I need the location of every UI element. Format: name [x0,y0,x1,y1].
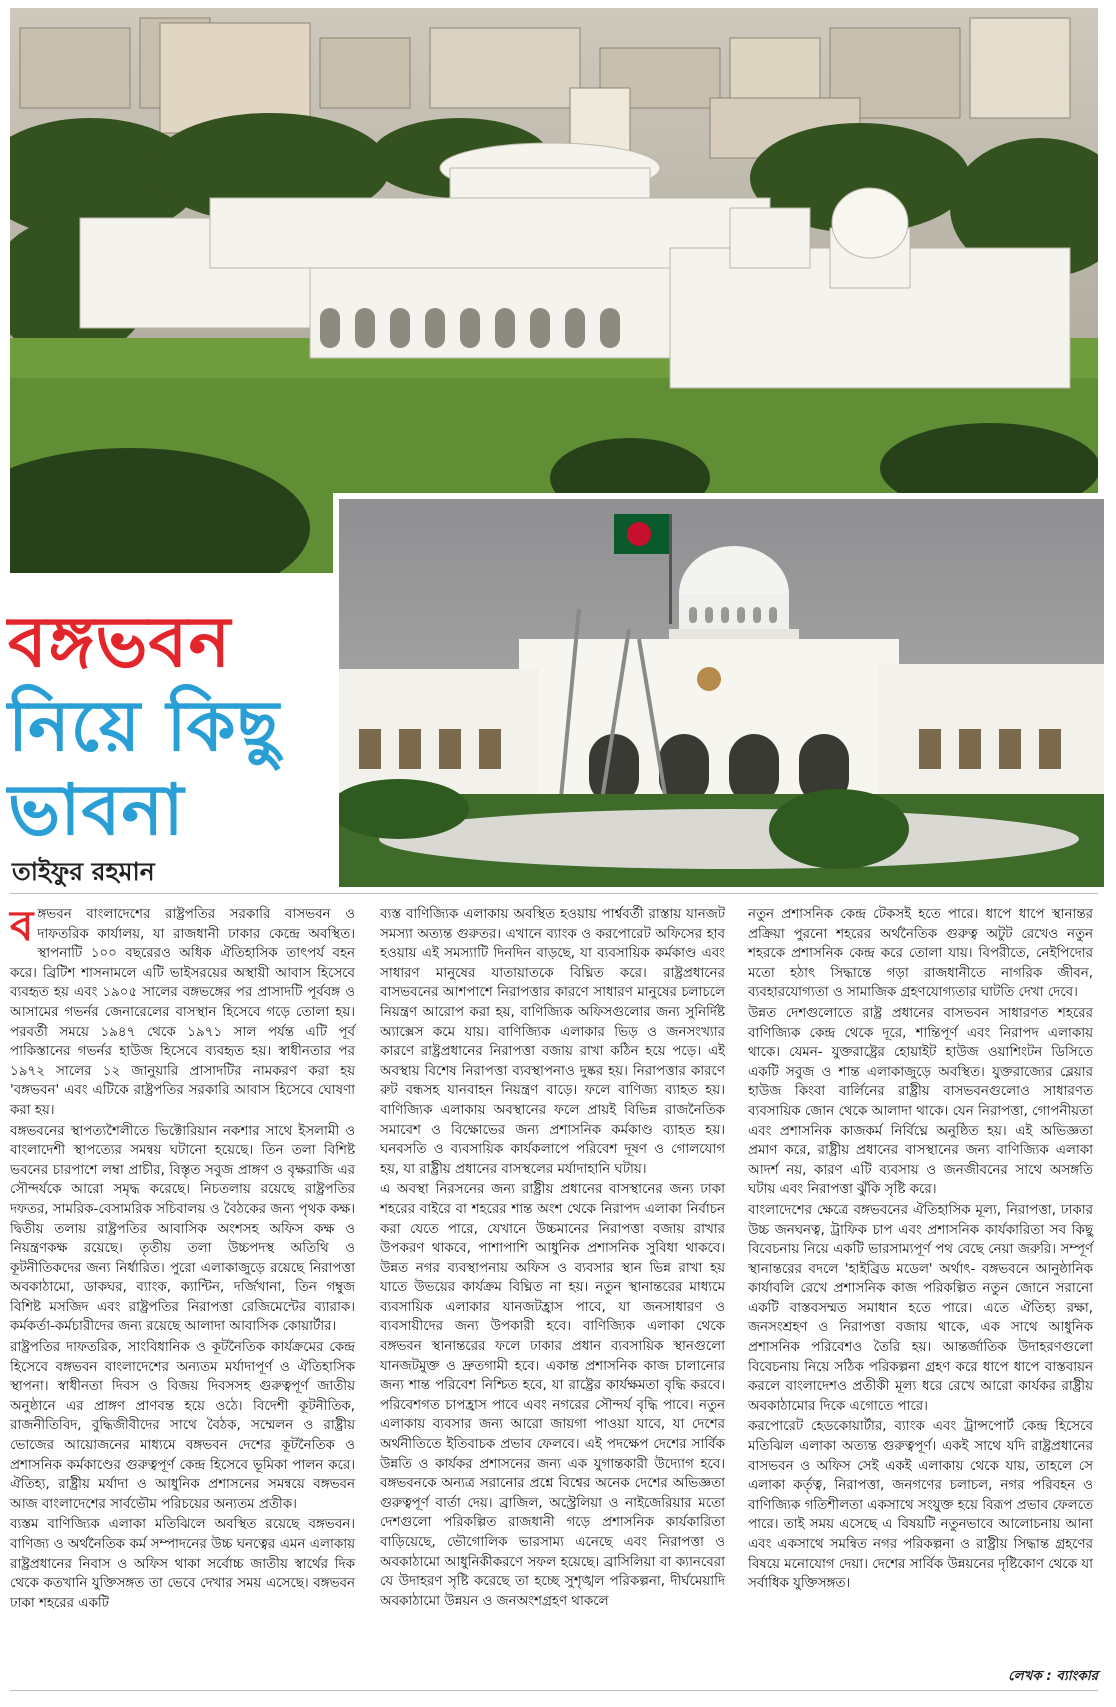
paragraph: করপোরেট হেডকোয়ার্টার, ব্যাংক এবং ট্রান্সপোর্ট কেন্দ্র হিসেবে মতিঝিল এলাকা অত্যন্ত গুরুত্বপূর্ণ। একই সাথে যদি রাষ্ট্রপ্রধানের বাসভবন ও অফিস সেই একই এলাকায় থেকে যায়, তাহলে সে এলাকা কর্তৃত্ব, নিরাপত্তা, জনগণের চলাচল, নগর পরিবহন ও বাণিজ্যিক গতিশীলতা একসাথে সংযুক্ত হয়ে বিরূপ প্রভাব ফেলতে পারে। তাই সময় এসেছে এ বিষয়টি নতুনভাবে আলোচনায় আনা এবং একসাথে সমন্বিত নগর পরিকল্পনা ও রাষ্ট্রীয় সিদ্ধান্ত গ্রহণের বিষয়ে মনোযোগ দেয়া। দেশের সার্বিক উন্নয়নের দৃষ্টিকোণ থেকে যা সর্বাধিক যুক্তিসঙ্গত। [748,1419,1093,1592]
divider [10,1690,1098,1691]
paragraph: বঙ্গভবন বাংলাদেশের রাষ্ট্রপতির সরকারি বাসভবন ও দাফতরিক কার্যালয়, যা রাজধানী ঢাকার কেন্দ্রে অবস্থিত। স্থাপনাটি ১০০ বছরেরও অধিক ঐতিহাসিক তাৎপর্য বহন করে। ব্রিটিশ শাসনামলে এটি ভাইসরয়ের অস্থায়ী আবাস হিসেবে ব্যবহৃত হয় এবং ১৯০৫ সালের বঙ্গভঙ্গের পর প্রাসাদটি পূর্ববঙ্গ ও আসামের গভর্নর জেনারেলের বাসস্থান হিসেবে গড়ে তোলা হয়। পরবর্তী সময়ে ১৯৪৭ থেকে ১৯৭১ সাল পর্যন্ত এটি পূর্ব পাকিস্তানের গভর্নর হাউজ হিসেবে ব্যবহৃত হয়। স্বাধীনতার পর ১৯৭২ সালের ১২ জানুয়ারি প্রাসাদটির নামকরণ করা হয় 'বঙ্গভবন' এবং এটিকে রাষ্ট্রপতির সরকারি আবাস হিসেবে ঘোষণা করা হয়। [10,901,355,1118]
divider [10,893,1098,894]
paragraph: রাষ্ট্রপতির দাফতরিক, সাংবিধানিক ও কূটনৈতিক কার্যক্রমের কেন্দ্র হিসেবে বঙ্গভবন বাংলাদেশের অন্যতম মর্যাদাপূর্ণ ও ঐতিহাসিক স্থাপনা। স্বাধীনতা দিবস ও বিজয় দিবসসহ গুরুত্বপূর্ণ জাতীয় অনুষ্ঠানে এর প্রাঙ্গণ প্রাণবন্ত হয়ে ওঠে। বিদেশী কূটনীতিক, রাজনীতিবিদ, বুদ্ধিজীবীদের সাথে বৈঠক, সম্মেলন ও রাষ্ট্রীয় ভোজের আয়োজনের মাধ্যমে বঙ্গভবন দেশের কূটনৈতিক ও প্রশাসনিক কর্মকাণ্ডের গুরুত্বপূর্ণ কেন্দ্র হিসেবে ভূমিকা পালন করে। ঐতিহ্য, রাষ্ট্রীয় মর্যাদা ও আধুনিক প্রশাসনের সমন্বয়ে বঙ্গভবন আজ বাংলাদেশের সার্বভৌম পরিচয়ের অন্যতম প্রতীক। [10,1340,355,1512]
aerial-photo [10,8,1098,573]
article-column-3 [748,905,1093,1595]
headline-line-1: বঙ্গভবন [8,601,232,683]
author-credit: লেখক : ব্যাংকার [1008,1669,1098,1684]
paragraph: নতুন প্রশাসনিক কেন্দ্র টেকসই হতে পারে। ধাপে ধাপে স্থানান্তর প্রক্রিয়া পুরনো শহরের অর্থনৈতিক গুরুত্ব অটুট রেখেও নতুন শহরকে প্রশাসনিক কেন্দ্র করে তোলা যায়। বিপরীতে, নেইপিদোর মতো হঠাৎ সিদ্ধান্তে গড়া রাজধানীতে নাগরিক জীবন, ব্যবহারযোগ্যতা ও সামাজিক গ্রহণযোগ্যতার ঘাটতি দেখা দেবে। [748,907,1093,1001]
article-column-2 [380,905,725,1612]
byline: তাইফুর রহমান [12,857,155,886]
headline-line-2: নিয়ে কিছু [8,685,280,767]
paragraph: ব্যস্তম বাণিজ্যিক এলাকা মতিঝিলে অবস্থিত রয়েছে বঙ্গভবন। বাণিজ্য ও অর্থনৈতিক কর্ম সম্পাদনের উচ্চ ঘনত্বের এমন এলাকায় রাষ্ট্রপ্রধানের নিবাস ও অফিস থাকা সর্বোচ্চ জাতীয় স্বার্থের দিক থেকে কতখানি যুক্তিসঙ্গত তা ভেবে দেখার সময় এসেছে। বঙ্গভবন ঢাকা শহরের একটি [10,1517,355,1611]
headline [8,600,328,852]
headline-line-3: ভাবনা [8,769,185,851]
article-column-1 [10,901,355,1614]
paragraph: উন্নত দেশগুলোতে রাষ্ট্র প্রধানের বাসভবন সাধারণত শহরের বাণিজ্যিক কেন্দ্র থেকে দূরে, শান্তিপূর্ণ এবং নিরাপদ এলাকায় থাকে। যেমন- যুক্তরাষ্ট্রের হোয়াইট হাউজ ওয়াশিংটন ডিসিতে একটি সবুজ ও শান্ত এলাকাজুড়ে অবস্থিত। যুক্তরাজ্যের ব্লেয়ার হাউজ কিংবা বার্লিনের রাষ্ট্রীয় বাসভবনগুলোও সাধারণত ব্যবসায়িক জোন থেকে আলাদা থাকে। যেন নিরাপত্তা, গোপনীয়তা এবং প্রশাসনিক কাজকর্ম নির্বিঘ্নে অনুষ্ঠিত হয়। এই অভিজ্ঞতা প্রমাণ করে, রাষ্ট্রীয় প্রধানের বাসস্থানের জন্য বাণিজ্যিক এলাকা আদর্শ নয়, কারণ এটি ব্যবসায় ও জনজীবনের সাথে অসঙ্গতি ঘটায় এবং নিরাপত্তা ঝুঁকি সৃষ্টি করে। [748,1005,1093,1198]
paragraph: বাংলাদেশের ক্ষেত্রে বঙ্গভবনের ঐতিহাসিক মূল্য, নিরাপত্তা, ঢাকার উচ্চ জনঘনত্ব, ট্রাফিক চাপ এবং প্রশাসনিক কার্যকারিতা সব কিছু বিবেচনায় নিয়ে একটি ভারসাম্যপূর্ণ পথ বেছে নেয়া জরুরি। সম্পূর্ণ স্থানান্তরের বদলে 'হাইব্রিড মডেল' অর্থাৎ- বঙ্গভবনে আনুষ্ঠানিক কার্যাবলি রেখে প্রশাসনিক কাজ পরিকল্পিত নতুন জোনে সরানো একটি বাস্তবসম্মত সমাধান হতে পারে। এতে ঐতিহ্য রক্ষা, জনসংশ্রহণ ও নিরাপত্তা বজায় থাকে, এক সাথে আধুনিক প্রশাসনিক পরিবেশও তৈরি হয়। আন্তর্জাতিক উদাহরণগুলো বিবেচনায় নিয়ে সঠিক পরিকল্পনা গ্রহণ করে ধাপে ধাপে বাস্তবায়ন করলে বাংলাদেশও প্রতীকী মূল্য ধরে রেখে আরো কার্যকর রাষ্ট্রীয় অবকাঠামোর দিকে এগোতে পারে। [748,1202,1093,1414]
paragraph: এ অবস্থা নিরসনের জন্য রাষ্ট্রীয় প্রধানের বাসস্থানের জন্য ঢাকা শহরের বাইরে বা শহরের শান্ত অংশ থেকে নিরাপদ এলাকা নির্বাচন করা যেতে পারে, যেখানে উচ্চমানের নিরাপত্তা বজায় রাখার উপকরণ থাকবে, পাশাপাশি আধুনিক প্রশাসনিক সুবিধা থাকবে। উন্নত নগর ব্যবস্থাপনায় অফিস ও ব্যবসার স্থান ভিন্ন রাখা হয় যাতে উভয়ের কার্যক্রম বিঘ্নিত না হয়। নতুন স্থানান্তরের মাধ্যমে ব্যবসায়িক এলাকার যানজটহ্রাস পাবে, যা জনসাধারণ ও ব্যবসায়ীদের জন্য উপকারী হবে। বাণিজ্যিক এলাকা থেকে বঙ্গভবন স্থানান্তরের ফলে ঢাকার প্রধান ব্যবসায়িক স্থানগুলো যানজটমুক্ত ও দ্রুতগামী হবে। একান্ত প্রশাসনিক কাজ চালানোর জন্য শান্ত পরিবেশ নিশ্চিত হবে, যা রাষ্ট্রের কার্যক্ষমতা বৃদ্ধি করবে। পরিবেশগত চাপহ্রাস পাবে এবং নগরের সৌন্দর্য বৃদ্ধি পাবে। নতুন এলাকায় ব্যবসার জন্য আরো জায়গা পাওয়া যাবে, যা দেশের অর্থনীতিতে ইতিবাচক প্রভাব ফেলবে। এই পদক্ষেপ দেশের সার্বিক উন্নতি ও কার্যকর প্রশাসনের জন্য এক যুগান্তকারী উদ্যোগ হবে। বঙ্গভবনকে অন্যত্র সরানোর প্রশ্নে বিশ্বের অনেক দেশের অভিজ্ঞতা গুরুত্বপূর্ণ বার্তা দেয়। ব্রাজিল, অস্ট্রেলিয়া ও নাইজেরিয়ার মতো দেশগুলো পরিকল্পিত রাজধানী গড়ে প্রশাসনিক কার্যকারিতা বাড়িয়েছে, ভৌগোলিক ভারসাম্য এনেছে এবং নিরাপত্তা ও অবকাঠামো আধুনিকীকরণে সফল হয়েছে। ব্রাসিলিয়া বা ক্যানবেরা যে উদাহরণ সৃষ্টি করেছে তা হচ্ছে সুশৃঙ্খল পরিকল্পনা, দীর্ঘমেয়াদি অবকাঠামো উন্নয়ন ও জনঅংশগ্রহণ থাকলে [380,1182,725,1609]
paragraph: ব্যস্ত বাণিজ্যিক এলাকায় অবস্থিত হওয়ায় পার্শ্ববর্তী রাস্তায় যানজট সমস্যা অত্যন্ত গুরুতর। এখানে ব্যাংক ও করপোরেট অফিসের হাব হওয়ায় এই সমস্যাটি দিনদিন বাড়ছে, যা ব্যবসায়িক কর্মকাণ্ড এবং সাধারণ মানুষের যাতায়াতকে বিঘ্নিত করে। রাষ্ট্রপ্রধানের বাসভবনের আশপাশে নিরাপত্তার কারণে সাধারণ মানুষের চলাচলে নিয়ন্ত্রণ আরোপ করা হয়, বাণিজ্যিক অফিসগুলোর জন্য সুনির্দিষ্ট অ্যাক্সেস কমে যায়। বাণিজ্যিক এলাকার ভিড় ও জনসংখ্যার কারণে রাষ্ট্রপ্রধানের নিরাপত্তা বজায় রাখা কঠিন হয়ে পড়ে। এই অবস্থায় বিশেষ নিরাপত্তা ব্যবস্থাপনাও দুষ্কর হয়। নিরাপত্তার কারণে রুট বন্ধসহ যানবাহন নিয়ন্ত্রণ বাড়ে। ফলে বাণিজ্য ব্যাহত হয়। বাণিজ্যিক এলাকায় অবস্থানের ফলে প্রায়ই বিভিন্ন রাজনৈতিক সমাবেশ ও বিক্ষোভের জন্য প্রশাসনিক কর্মকাণ্ড ব্যাহত হয়। ঘনবসতি ও ব্যবসায়িক কার্যকলাপে পরিবেশ দূষণ ও গোলযোগ হয়, যা রাষ্ট্রীয় প্রধানের বাসস্থলের মর্যাদাহানি ঘটায়। [380,907,725,1177]
front-facade-photo [333,493,1104,887]
dropcap: ব [10,901,34,950]
paragraph: বঙ্গভবনের স্থাপত্যশৈলীতে ভিক্টোরিয়ান নকশার সাথে ইসলামী ও বাংলাদেশী স্থাপত্যের সমন্বয় ঘটানো হয়েছে। তিন তলা বিশিষ্ট ভবনের চারপাশে লম্বা প্রাচীর, বিস্তৃত সবুজ প্রাঙ্গণ ও বৃক্ষরাজি এর সৌন্দর্যকে আরো সমৃদ্ধ করেছে। নিচতলায় রয়েছে রাষ্ট্রপতির দফতর, সামরিক-বেসামরিক সচিবালয় ও বৈঠকের জন্য পৃথক কক্ষ। দ্বিতীয় তলায় রাষ্ট্রপতির আবাসিক অংশসহ অফিস কক্ষ ও নিয়ন্ত্রণকক্ষ রয়েছে। তৃতীয় তলা উচ্চপদস্থ অতিথি ও কূটনীতিকদের জন্য নির্ধারিত। পুরো এলাকাজুড়ে রয়েছে নিরাপত্তা অবকাঠামো, ডাকঘর, ব্যাংক, ক্যান্টিন, দর্জিখানা, তিন গম্বুজ বিশিষ্ট মসজিদ এবং রাষ্ট্রপতির নিরাপত্তা রেজিমেন্টের ব্যারাক। কর্মকর্তা-কর্মচারীদের জন্য রয়েছে আলাদা আবাসিক কোয়ার্টার। [10,1123,355,1335]
